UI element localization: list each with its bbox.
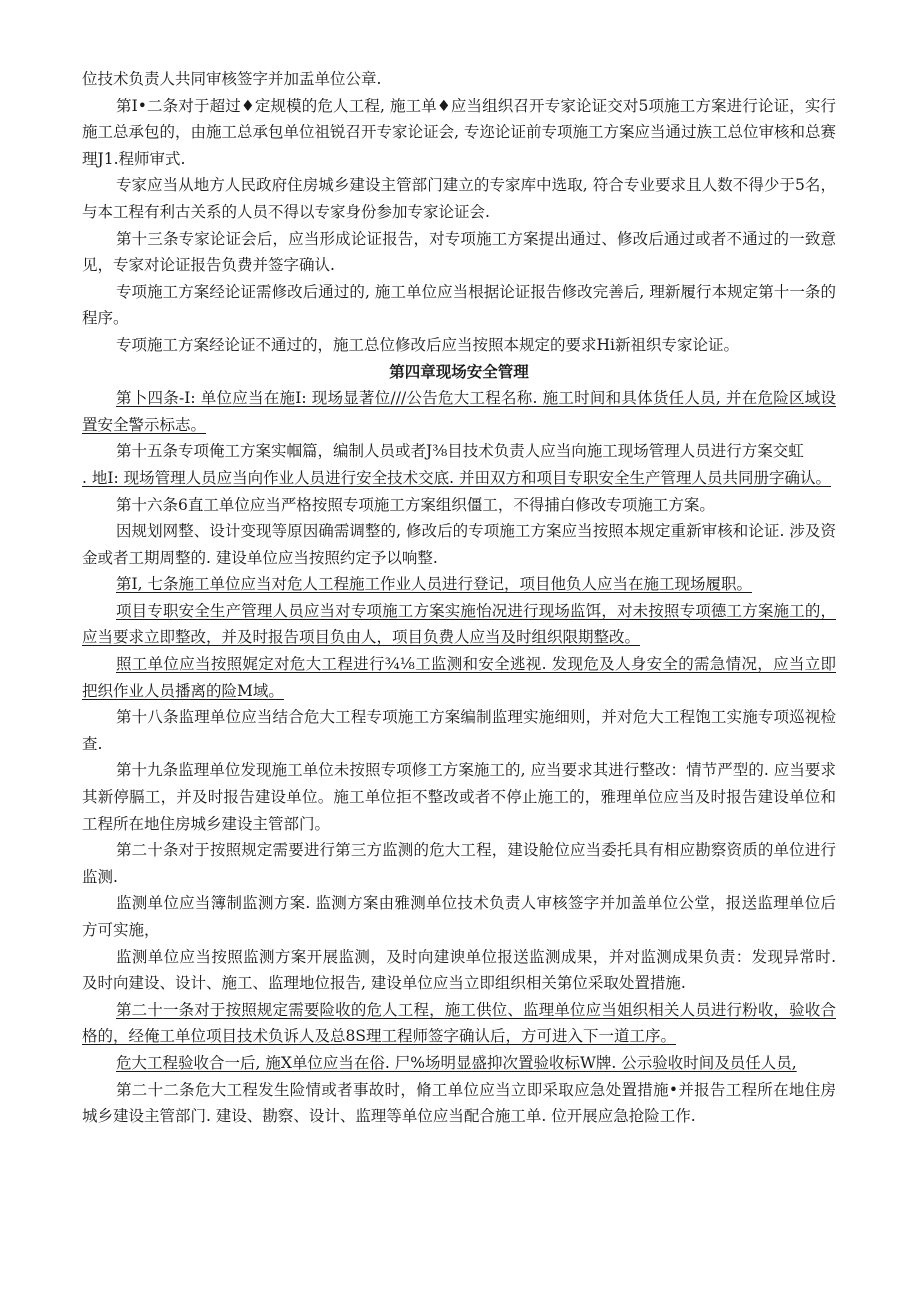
paragraph: . 地I: 现场管理人员应当向作业人员进行安全技术交底. 并田双方和项目专职安全生产管理人员共同册字确认。 (82, 468, 831, 487)
paragraph: 第十九条监理单位发现施工单位未按照专项修工方案施工的, 应当要求其进行整改：情节严型的. 应当要求其新停膈工，并及时报告建设单位。施工单位拒不整改或者不停止施工的，雅理单位应当及时报告建设单位和工程所在地住房城乡建设主管部门。 (82, 761, 836, 833)
paragraph: 第二十条对于按照规定需要进行第三方监测的危大工程，建设舱位应当委托具有相应勘察资质的单位进行监测. (82, 841, 836, 886)
paragraph: 专项施工方案经论证不通过的，施工总位修改后应当按照本规定的要求Hi新祖织专家论证。 (116, 335, 739, 354)
paragraph: 第I, 七条施工单位应当对危人工程施工作业人员进行登记，项目他负人应当在施工现场履职。 (116, 575, 752, 594)
paragraph: 第卜四条-I: 单位应当在施I: 现场显著位///公告危大工程名称. 施工时间和具体货任人员, 并在危险区域设置安全警示标志。 (82, 389, 836, 434)
paragraph: 专项施工方案经论证需修改后通过的, 施工单位应当根据论证报告修改完善后, 理新履行本规定第十一条的程序。 (82, 282, 836, 328)
paragraph: 监测单位应当按照监测方案开展监测，及时向建谀单位报送监测成果，并对监测成果负责：发现异常时. 及时向建设、设计、施工、监理地位报告, 建设单位应当立即组织相关第位采取处置措施. (82, 947, 836, 993)
paragraph: 专家应当从地方人民政府住房城乡建设主管部门建立的专家库中选取, 符合专业要求且人数不得少于5名，与本工程有利古关系的人员不得以专家身份参加专家论证会. (82, 176, 836, 221)
paragraph: 第二十一条对于按照规定需要险收的危人工程，施工供位、监理单位应当姐织相关人员进行粉收，验收合格的，经俺工单位项目技术负诉人及总8S理工程师签字确认后，方可进入下一道工序。 (82, 1000, 836, 1046)
paragraph: 第十六条6直工单位应当严格按照专项施工方案组织僵工，不得捕白修改专项施工方案。 (116, 495, 715, 514)
paragraph: 第二十二条危大工程发生险情或者事故时，脩工单位应当立即采取应急处置措施•并报告工程所在地住房城乡建设主管部门. 建设、勘察、设计、监理等单位应当配合施工单. 位开展应急抢险工作. (82, 1080, 836, 1126)
paragraph: 照工单位应当按照娓定对危大工程进行¾⅛工监测和安全逃视. 发现危及人身安全的需急情况，应当立即把织作业人员播离的险M域。 (82, 655, 836, 700)
paragraph: 第十五条专项俺工方案实帼篇，编制人员或者J⅜目技术负责人应当向施工现场管理人员进行方案交虹 (116, 442, 804, 461)
paragraph: 监测单位应当簿制监测方案. 监测方案由雅测单位技术负责人审核签字并加盖单位公堂，报送监理单位后方可实施， (82, 894, 836, 939)
paragraph: 第十三条专家论证会后，应当形成论证报告，对专项施工方案提出通过、修改后通过或者不通过的一致意见，专家对论证报告负费并签字确认. (82, 229, 836, 275)
paragraph: 项目专职安全生产管理人员应当对专项施工方案实施怡况进行现场监饵，对未按照专项德工方案施工的，应当要求立即整改，并及时报告项目负由人，项目负费人应当及时组织限期整改。 (82, 601, 836, 647)
chapter-title: 第四章现场安全管理 (389, 361, 529, 381)
paragraph: 危大工程验收合一后, 施X单位应当在俗. 尸%场明显盛抑次置验收标W牌. 公示验收时间及员任人员, (116, 1053, 797, 1072)
paragraph: 位技术负责人共同审核签字并加盂单位公章. (82, 70, 382, 88)
paragraph: 第I•二条对于超过♦定规模的危人工程, 施工单♦应当组织召开专家论证交对5项施工方案进行论证，实行施工总承包的，由施工总承包单位祖锐召开专家论证会, 专迩论证前专项施工方案应当通过族工总位审核和总赛理J1.程师审式. (82, 96, 836, 168)
paragraph: 第十八条监理单位应当结合危大工程专项施工方案编制监理实施细则，并对危大工程饱工实施专项巡视检查. (82, 708, 836, 753)
document-body (82, 66, 836, 1130)
paragraph: 因规划网整、设计变现等原因确需调整的, 修改后的专项施工方案应当按照本规定重新审核和论证. 涉及资金或者工期周整的. 建设单位应当按照约定予以响整. (82, 522, 836, 567)
